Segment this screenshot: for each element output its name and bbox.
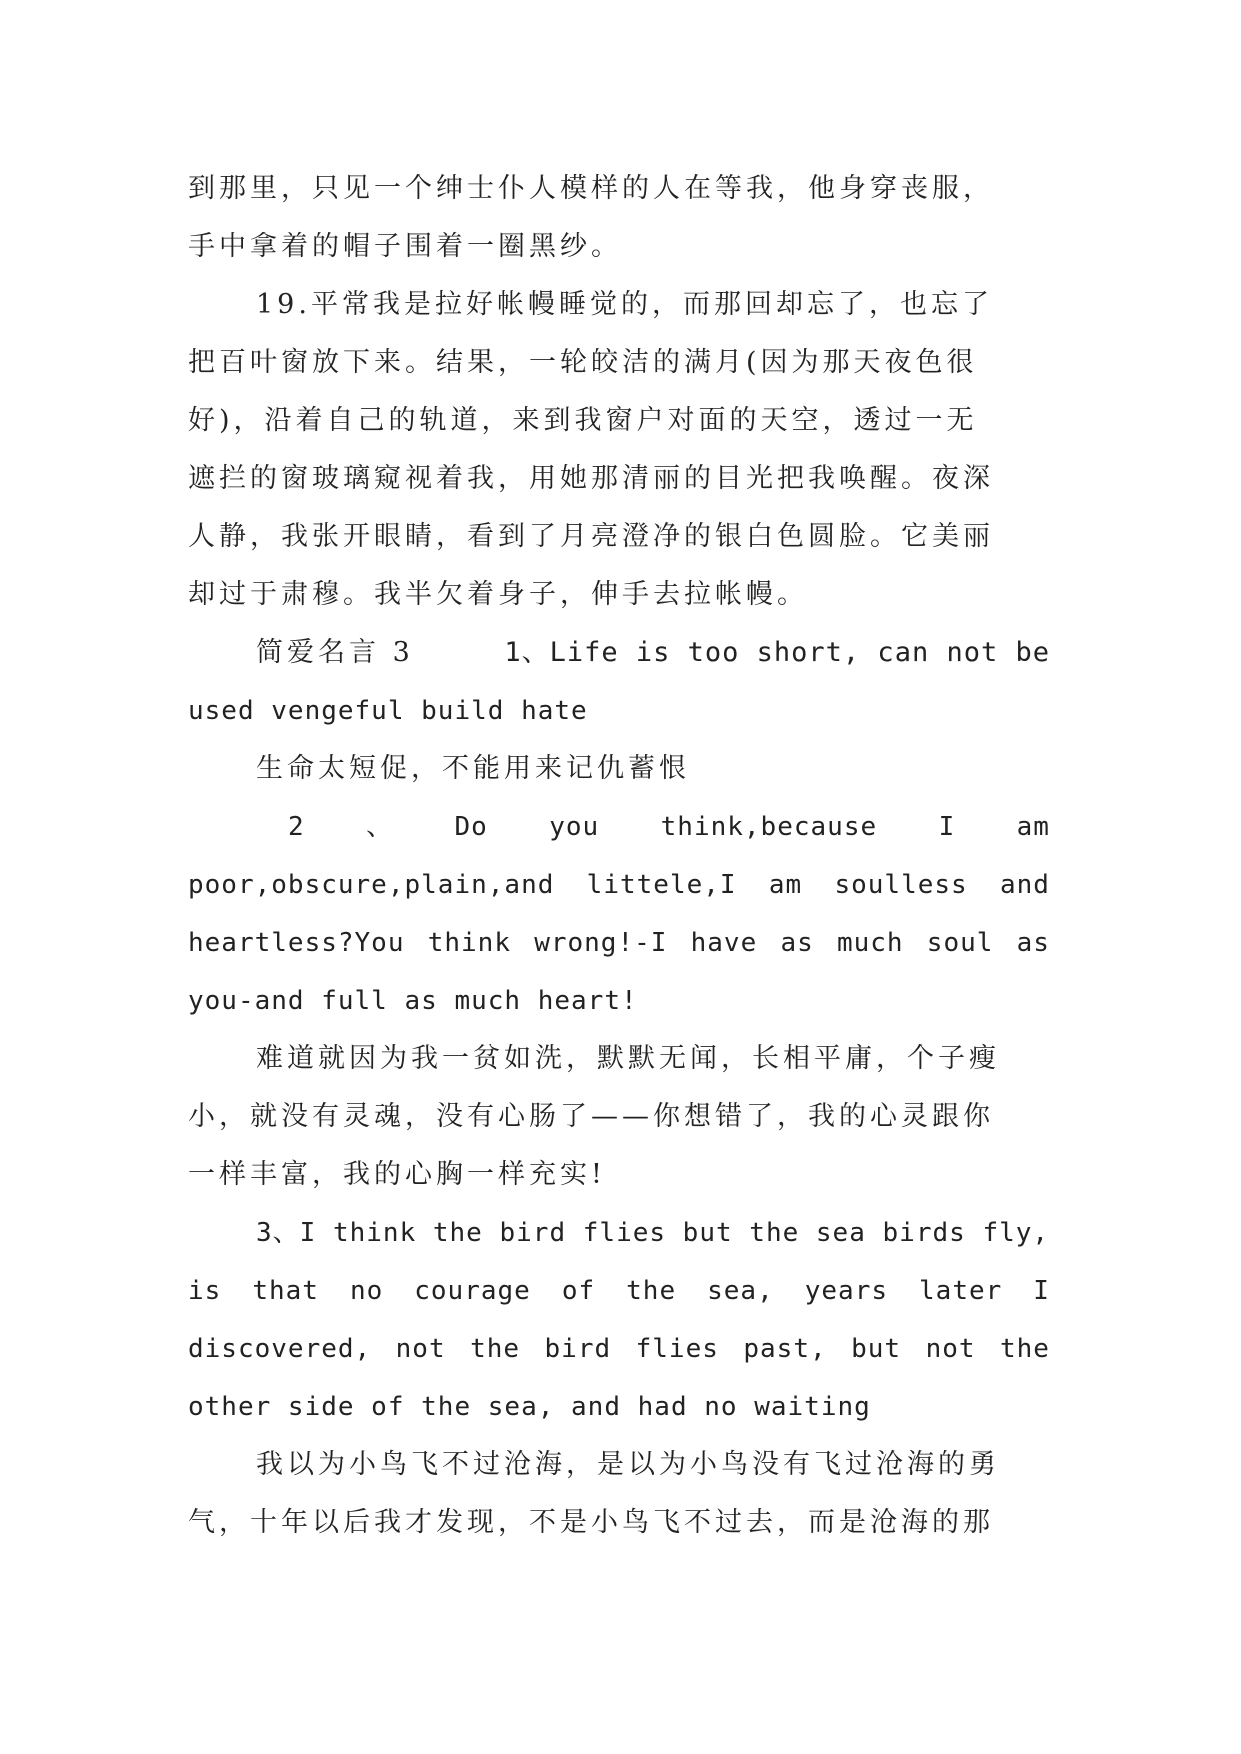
document-body [188, 160, 1050, 1552]
quote-3-translation-2: 气，十年以后我才发现，不是小鸟飞不过去，而是沧海的那 [188, 1507, 994, 1538]
word: wrong!-I [534, 928, 668, 958]
word: is [188, 1276, 222, 1306]
word: poor,obscure,plain,and [188, 870, 555, 900]
quote-1-translation: 生命太短促，不能用来记仇蓄恨 [256, 753, 690, 784]
text-line: 遮拦的窗玻璃窥视着我，用她那清丽的目光把我唤醒。夜深 [188, 463, 994, 494]
word: you [549, 812, 600, 842]
word: soul [926, 928, 994, 958]
word: not [925, 1334, 976, 1364]
word: later [919, 1276, 1003, 1306]
text-line: 却过于肃穆。我半欠着身子，伸手去拉帐幔。 [188, 579, 808, 610]
quote-1-start: 1、Life is too short, can not be [504, 637, 1050, 668]
quote-3-line-4: other side of the sea, and had no waiting [188, 1392, 871, 1422]
word: I [1033, 1276, 1050, 1306]
word: years [804, 1276, 889, 1306]
word: soulless [834, 870, 968, 900]
word: that [252, 1276, 319, 1306]
word: the [626, 1276, 677, 1306]
word: 2 [288, 812, 305, 842]
quote-3-line-3 [188, 1320, 1050, 1378]
word: sea, [707, 1276, 774, 1306]
section-heading: 简爱名言 3 [256, 637, 414, 668]
quote-2-translation-2: 小，就没有灵魂，没有心肠了——你想错了，我的心灵跟你 [188, 1101, 994, 1132]
word: flies [635, 1334, 719, 1364]
word: the [1000, 1334, 1050, 1364]
word: of [561, 1276, 596, 1306]
quote-2-line-2 [188, 856, 1050, 914]
word: the [470, 1334, 521, 1364]
text-line: 把百叶窗放下来。结果，一轮皎洁的满月(因为那天夜色很 [188, 347, 978, 378]
quote-2-translation-3: 一样丰富，我的心胸一样充实! [188, 1159, 606, 1190]
word: as [1016, 928, 1050, 958]
quote-3-line-2 [188, 1262, 1050, 1320]
word: and [1000, 870, 1050, 900]
quote-2-line-3 [188, 914, 1050, 972]
word: 、 [366, 812, 394, 842]
word: but [851, 1334, 902, 1364]
word: think,because [660, 812, 878, 842]
word: no [349, 1276, 384, 1306]
word: Do [454, 812, 488, 842]
quote-3-translation-1: 我以为小鸟飞不过沧海，是以为小鸟没有飞过沧海的勇 [256, 1449, 1000, 1480]
paragraph-19-start: 19.平常我是拉好帐幔睡觉的，而那回却忘了，也忘了 [256, 289, 993, 320]
word: have [690, 928, 758, 958]
word: littele,I [586, 870, 737, 900]
text-line: 好)，沿着自己的轨道，来到我窗户对面的天空，透过一无 [188, 405, 978, 436]
word: courage [414, 1276, 531, 1306]
section-heading-line [188, 624, 1050, 682]
quote-2-line-4: you-and full as much heart! [188, 986, 638, 1016]
word: past, [743, 1334, 827, 1364]
word: am [1016, 812, 1050, 842]
word: discovered, [188, 1334, 372, 1364]
quote-2-line-1 [188, 798, 1050, 856]
word: bird [544, 1334, 612, 1364]
text-line: 手中拿着的帽子围着一圈黑纱。 [188, 231, 622, 262]
word: think [427, 928, 511, 958]
word: not [395, 1334, 446, 1364]
word: am [768, 870, 803, 900]
quote-1-end: used vengeful build hate [188, 696, 588, 726]
quote-3-line-1: 3、I think the bird flies but the sea birds fly, [256, 1218, 1050, 1248]
word: I [938, 812, 956, 842]
word: as [780, 928, 814, 958]
word: heartless?You [188, 928, 405, 958]
quote-2-translation-1: 难道就因为我一贫如洗，默默无闻，长相平庸，个子瘦 [256, 1043, 1000, 1074]
word: much [836, 928, 904, 958]
text-line: 到那里，只见一个绅士仆人模样的人在等我，他身穿丧服， [188, 173, 994, 204]
text-line: 人静，我张开眼睛，看到了月亮澄净的银白色圆脸。它美丽 [188, 521, 994, 552]
